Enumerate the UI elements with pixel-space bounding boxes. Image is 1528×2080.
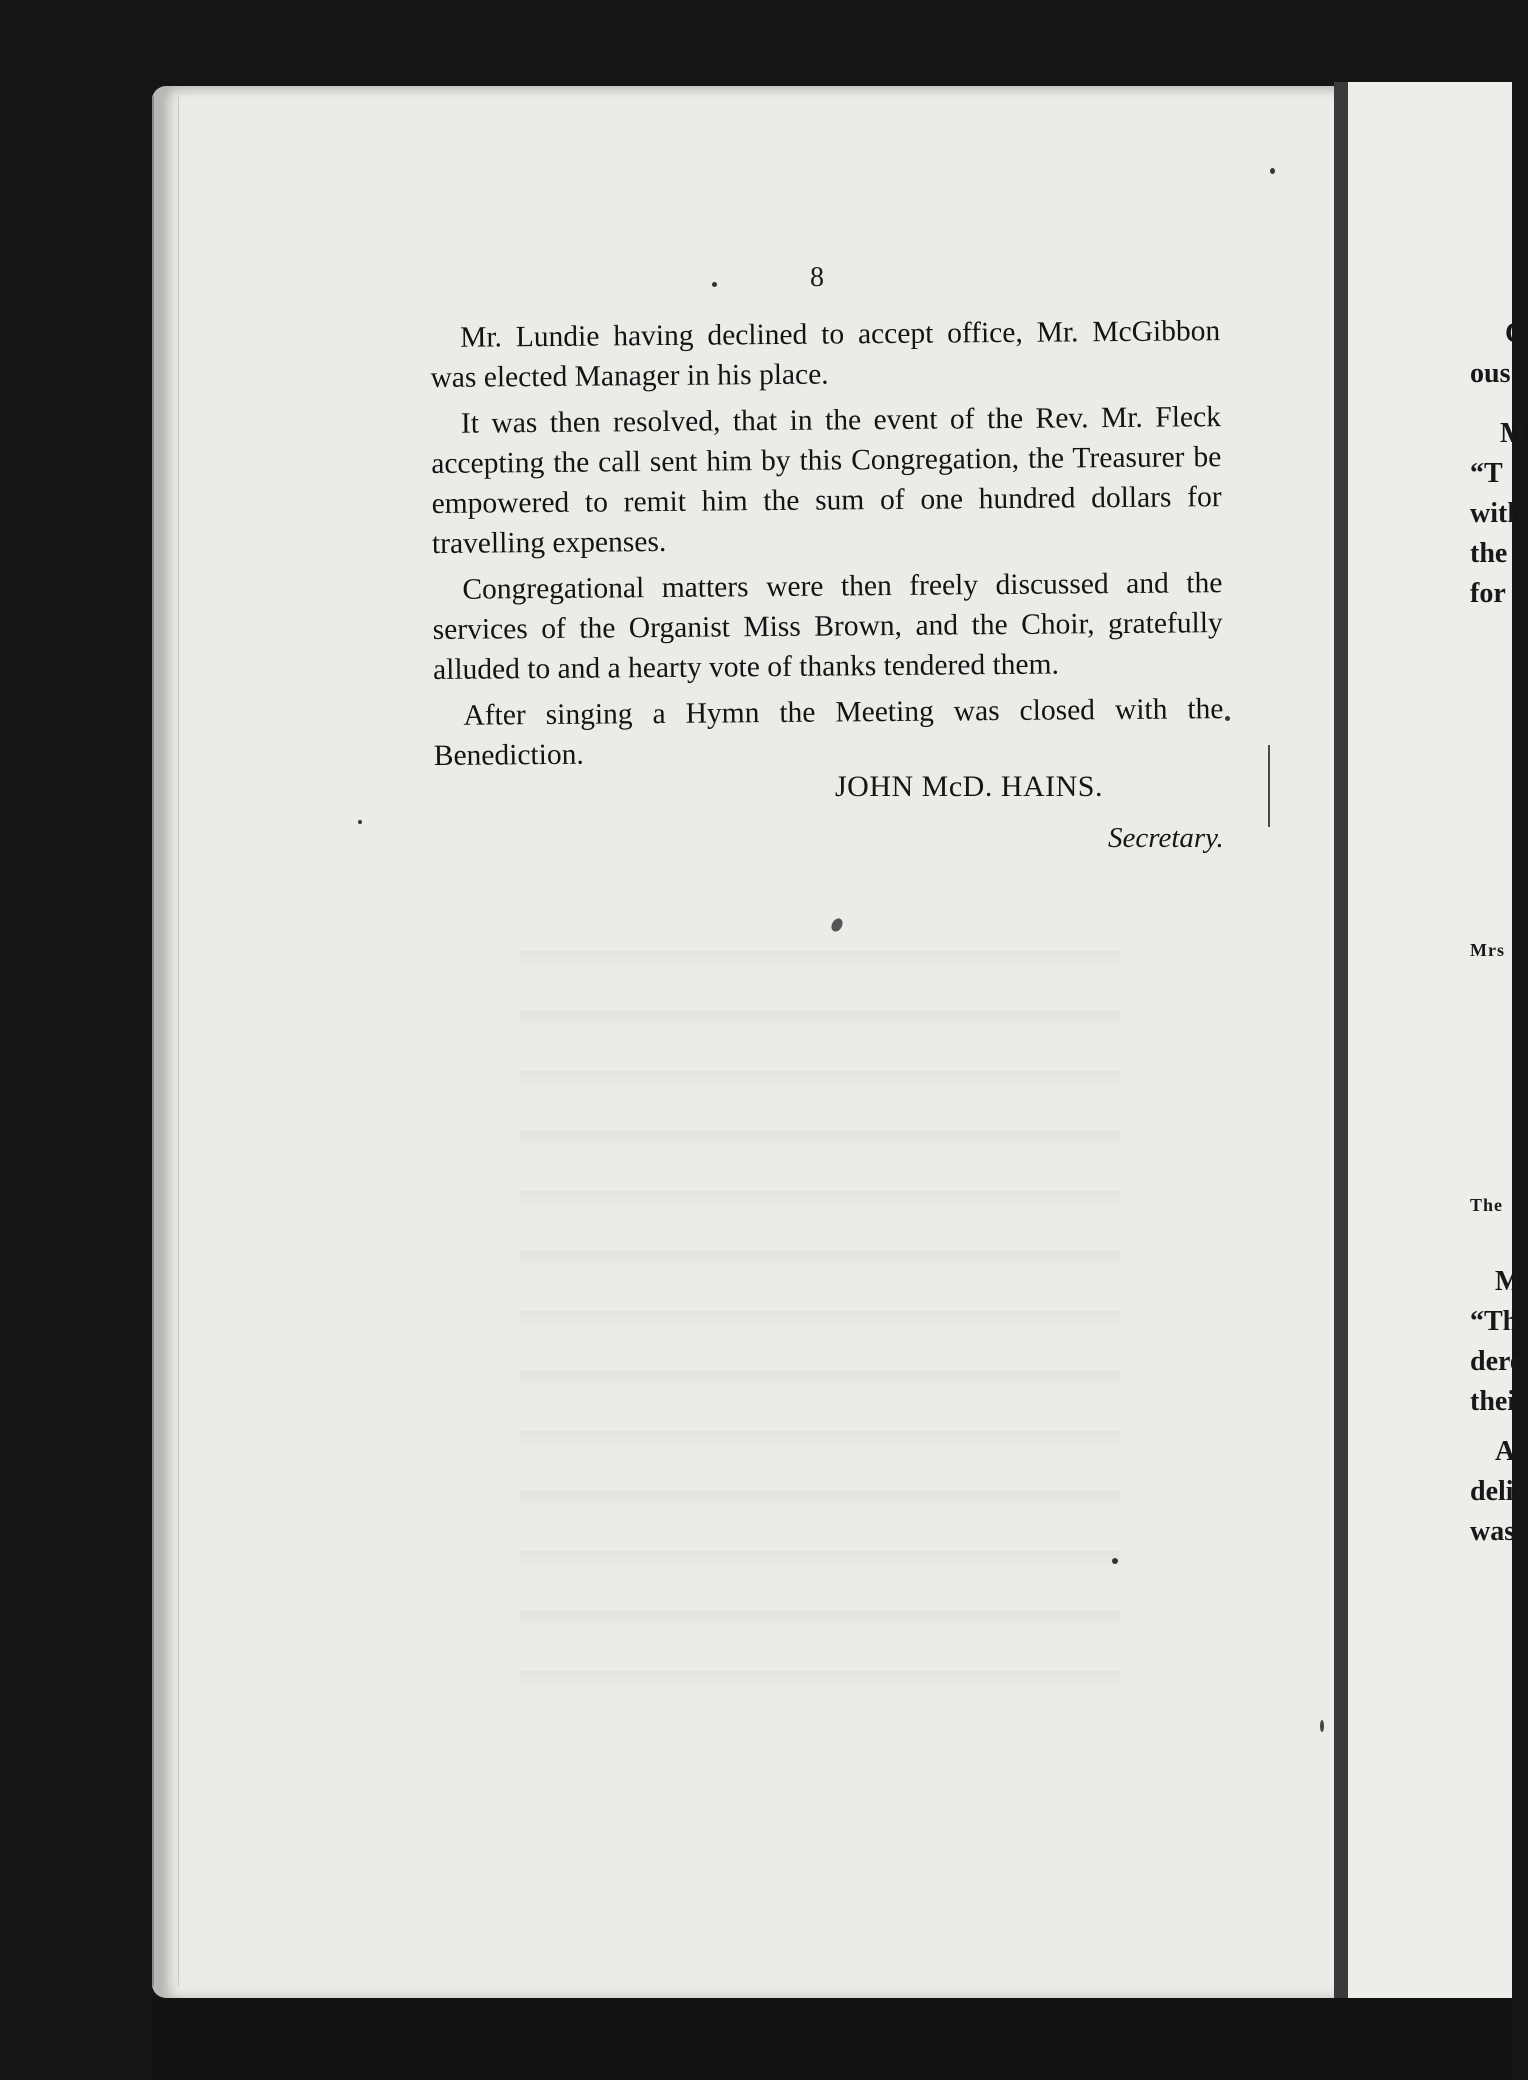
signature-name: JOHN McD. HAINS. [835,770,1103,803]
facing-fragment: “Th [1470,1306,1519,1337]
paragraph-2: It was then resolved, that in the event of the Rev. Mr. Fleck accepting the call sent him by this Congregation, the Treasurer be empowered to remit him the sum of one hundred dollars for travelling expenses. [431,401,1222,560]
facing-fragment: “T [1470,458,1503,489]
facing-fragment: The [1470,1195,1504,1215]
facing-fragment: M [1495,1266,1522,1297]
facing-fragment: was [1470,1516,1516,1547]
paragraph-4: After singing a Hymn the Meeting was closed with the Benediction. [433,693,1224,772]
scan-border [152,1998,1512,2080]
facing-fragment: C [1505,318,1526,349]
facing-fragment: A [1495,1436,1516,1467]
facing-fragment: thei [1470,1386,1516,1417]
signature-title: Secretary. [1108,822,1224,854]
facing-fragment: M [1500,418,1527,449]
ink-speck [358,820,362,824]
ink-speck [1320,1720,1324,1732]
facing-fragment: with [1470,498,1523,529]
paragraph-1: Mr. Lundie having declined to accept office, Mr. McGibbon was elected Manager in his place. [430,315,1221,394]
paragraph-3: Congregational matters were then freely discussed and the services of the Organist Miss Brown, and the Choir, gratefully alluded to and a hearty vote of thanks tendered them. [432,567,1223,686]
margin-mark [1268,745,1270,827]
body-text [430,311,1224,782]
page-edge [152,96,179,1986]
facing-fragment: dere [1470,1346,1523,1377]
facing-fragment: for [1470,578,1506,609]
facing-fragment: Mrs [1470,940,1505,960]
facing-fragment: deliv [1470,1476,1528,1507]
ink-speck [1225,716,1230,721]
ink-speck [1270,168,1275,174]
ink-speck [1112,1558,1118,1564]
binding-gutter [1334,82,1348,2012]
ink-speck [712,282,717,287]
page-number: 8 [810,262,824,293]
facing-fragment: the [1470,538,1508,569]
bleed-through [520,910,1120,1730]
facing-fragment: ous [1470,358,1511,389]
